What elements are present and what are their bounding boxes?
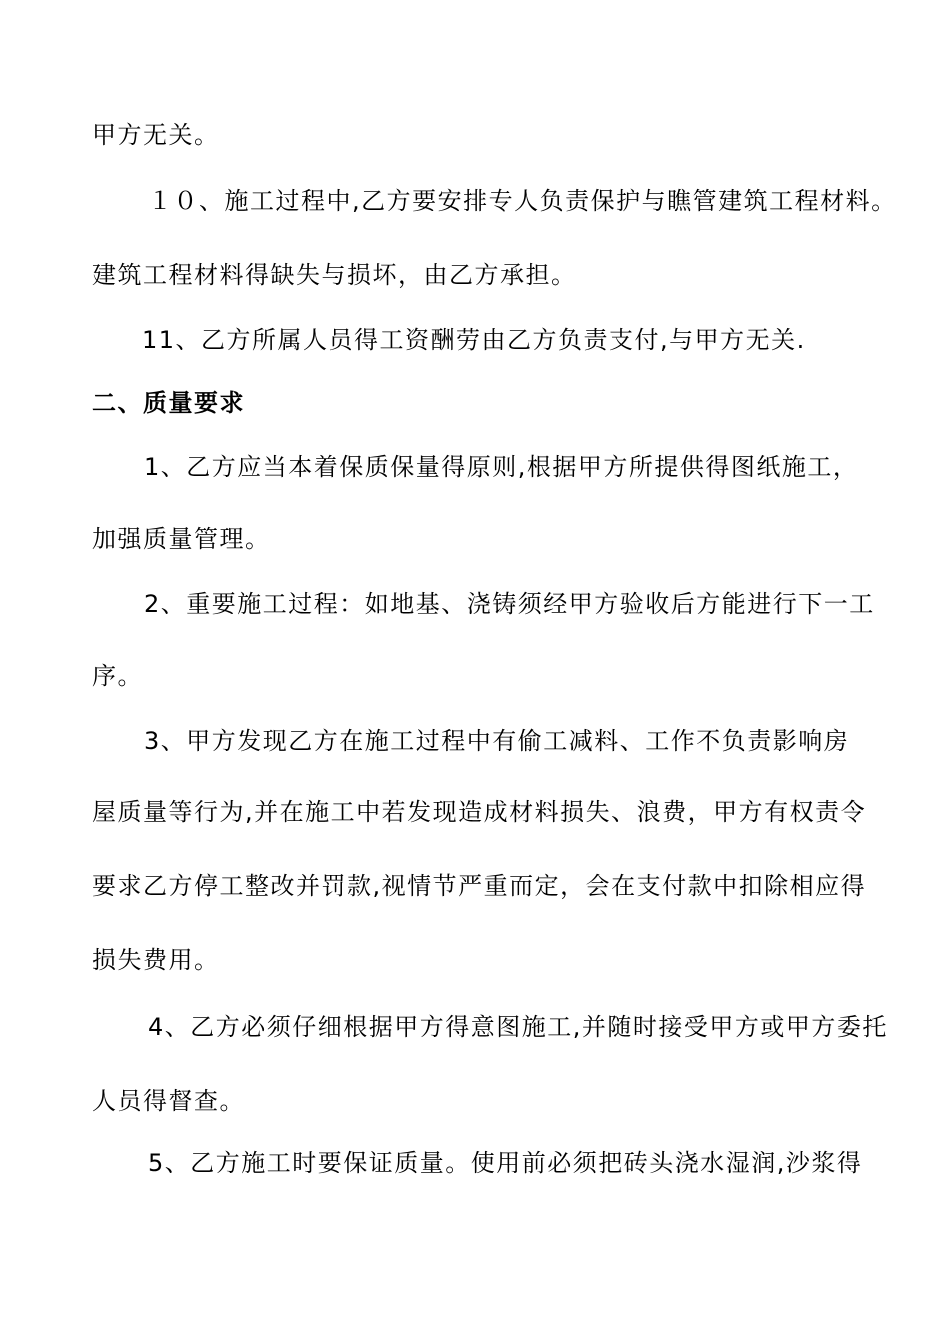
text-line: 加强质量管理。 <box>92 525 271 553</box>
text-line: 屋质量等行为,并在施工中若发现造成材料损失、浪费，甲方有权责令 <box>92 798 867 826</box>
text-line: 1、乙方应当本着保质保量得原则,根据甲方所提供得图纸施工， <box>144 453 859 481</box>
text-line: 损失费用。 <box>92 946 220 974</box>
section-heading: 二、质量要求 <box>92 389 245 417</box>
text-line: 甲方无关。 <box>92 121 220 149</box>
text-line: 5、乙方施工时要保证质量。使用前必须把砖头浇水湿润,沙浆得 <box>148 1149 863 1177</box>
text-line: 要求乙方停工整改并罚款,视情节严重而定，会在支付款中扣除相应得 <box>92 872 867 900</box>
text-line: 建筑工程材料得缺失与损坏，由乙方承担。 <box>92 261 577 289</box>
text-line: 人员得督查。 <box>92 1087 245 1115</box>
text-line: 11、乙方所属人员得工资酬劳由乙方负责支付,与甲方无关. <box>142 326 806 354</box>
text-line: 序。 <box>92 662 143 690</box>
text-line: 4、乙方必须仔细根据甲方得意图施工,并随时接受甲方或甲方委托 <box>148 1013 888 1041</box>
text-line: 3、甲方发现乙方在施工过程中有偷工减料、工作不负责影响房 <box>144 727 850 755</box>
text-line: 2、重要施工过程：如地基、浇铸须经甲方验收后方能进行下一工 <box>144 590 875 618</box>
text-line: １０、施工过程中,乙方要安排专人负责保护与瞧管建筑工程材料。 <box>148 187 897 215</box>
